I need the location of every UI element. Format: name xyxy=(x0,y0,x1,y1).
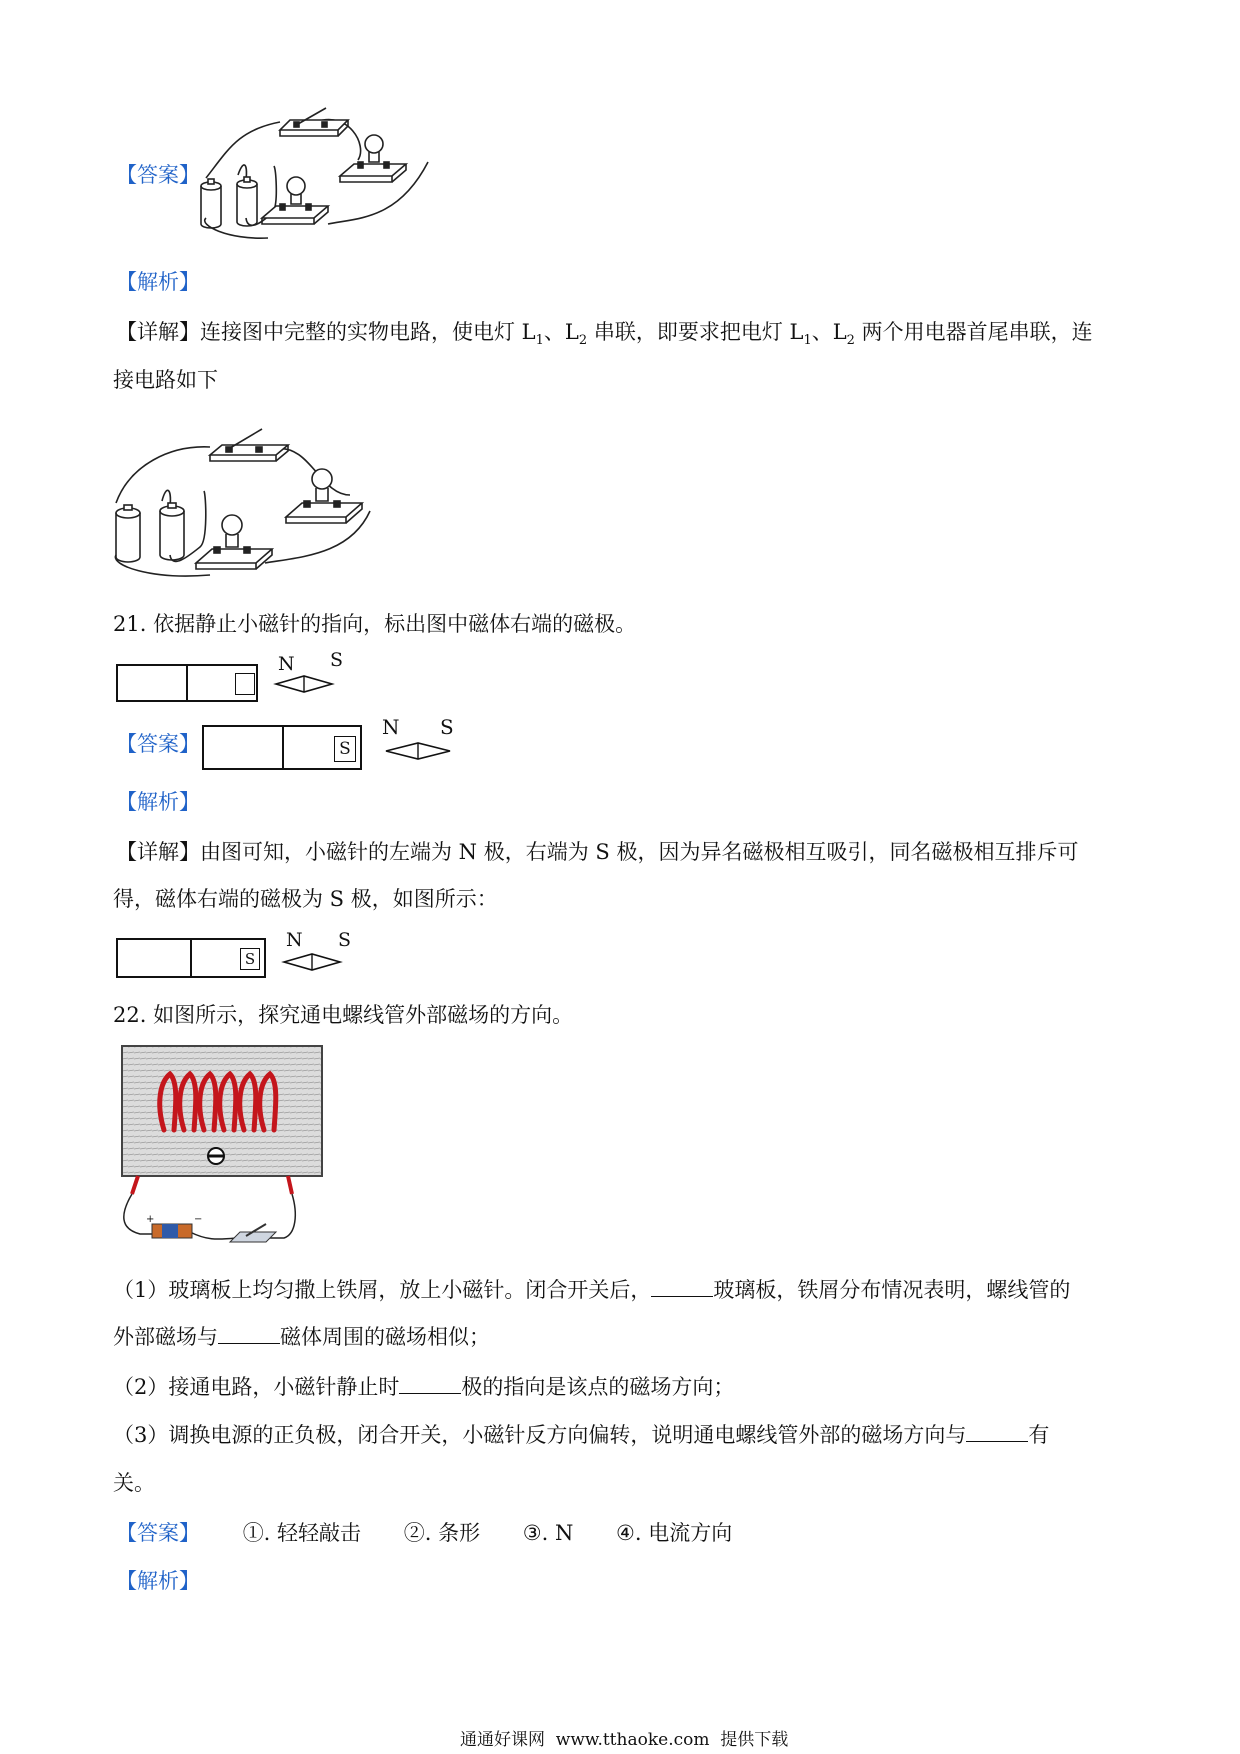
q21-detail-line2: 得，磁体右端的磁极为 S 极，如图所示： xyxy=(113,887,498,911)
q22-part3-line1: （3）调换电源的正负极，闭合开关，小磁针反方向偏转，说明通电螺线管外部的磁场方向与 有 xyxy=(113,1423,1050,1447)
circuit-diagram-detail xyxy=(110,415,410,585)
q21-analysis-tag: 【解析】 xyxy=(116,790,200,814)
pole-label-box: S xyxy=(240,948,260,970)
answer-1: ①. 轻轻敲击 xyxy=(242,1521,362,1545)
battery-minus-sign: − xyxy=(194,1214,203,1225)
magnet-divider xyxy=(186,666,188,700)
q22-part2: （2）接通电路，小磁针静止时 极的指向是该点的磁场方向； xyxy=(113,1375,735,1399)
q20-analysis-tag: 【解析】 xyxy=(116,270,200,294)
q22-answer-tag: 【答案】 xyxy=(116,1521,200,1545)
q20-detail-line2: 接电路如下 xyxy=(113,368,218,392)
compass-needle-answer: N S xyxy=(380,715,460,765)
bar-magnet-answer xyxy=(202,725,362,770)
compass-needle-question: N S xyxy=(272,652,342,698)
blank-1 xyxy=(651,1278,713,1297)
answer-3: ③. N xyxy=(522,1521,574,1545)
blank-3 xyxy=(399,1375,461,1394)
magnet-divider xyxy=(282,727,284,768)
magnet-divider xyxy=(190,940,192,976)
blank-4 xyxy=(966,1423,1028,1442)
solenoid-photo xyxy=(116,1044,328,1254)
compass-needle-detail: N S xyxy=(280,928,350,974)
answer-4: ④. 电流方向 xyxy=(616,1521,733,1545)
blank-2 xyxy=(218,1325,280,1344)
q21-answer-tag: 【答案】 xyxy=(116,732,200,756)
q21-detail-line1: 【详解】由图可知，小磁针的左端为 N 极，右端为 S 极，因为异名磁极相互吸引，同名磁极相互排斥可 xyxy=(116,840,1079,864)
q22-analysis-tag: 【解析】 xyxy=(116,1569,200,1593)
q20-answer-tag: 【答案】 xyxy=(116,163,200,187)
q22-question: 22. 如图所示，探究通电螺线管外部磁场的方向。 xyxy=(113,1003,574,1027)
q22-part3-line2: 关。 xyxy=(113,1471,155,1495)
answer-2: ②. 条形 xyxy=(403,1521,481,1545)
pole-label-box: S xyxy=(334,736,356,762)
empty-pole-box xyxy=(235,673,255,695)
q20-detail-line1: 【详解】连接图中完整的实物电路，使电灯 $L_1$、$L_2$ 串联，即要求把电灯 $L_1$、$L_2$ 两个用电器首尾串联，连 xyxy=(116,320,1093,349)
battery-plus-sign: + xyxy=(146,1214,155,1225)
q22-part1-line2: 外部磁场与 磁体周围的磁场相似； xyxy=(113,1325,490,1349)
q22-part1-line1: （1）玻璃板上均匀撒上铁屑，放上小磁针。闭合开关后， 玻璃板，铁屑分布情况表明，螺线管的 xyxy=(113,1278,1071,1302)
q22-answer-row xyxy=(116,1521,732,1545)
bar-magnet-detail xyxy=(116,938,266,978)
circuit-diagram-answer xyxy=(198,100,458,250)
detail-tag: 【详解】 xyxy=(116,320,200,344)
q21-question: 21. 依据静止小磁针的指向，标出图中磁体右端的磁极。 xyxy=(113,612,637,636)
detail-tag: 【详解】 xyxy=(116,840,200,864)
bar-magnet-question xyxy=(116,664,258,702)
page-footer: 通通好课网 www.tthaoke.com 提供下载 xyxy=(460,1730,789,1750)
